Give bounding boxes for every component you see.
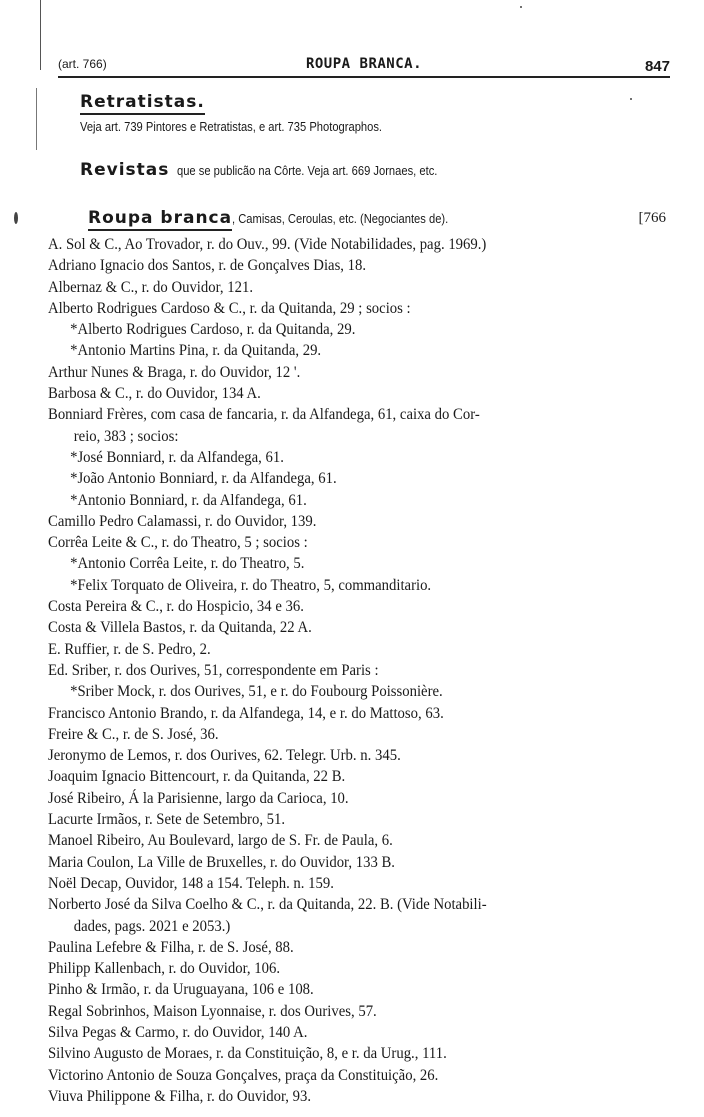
margin-rule-lower [36, 88, 37, 150]
list-item: José Ribeiro, Á la Parisienne, largo da Carioca, 10. [48, 789, 349, 807]
list-item-partner: *Antonio Corrêa Leite, r. do Theatro, 5. [70, 555, 305, 573]
section-heading-retratistas: Retratistas. [80, 92, 205, 115]
list-item-partner: *Felix Torquato de Oliveira, r. do Theatro, 5, commanditario. [70, 576, 432, 594]
section-heading-revistas: Revistas [80, 160, 170, 180]
list-item: Manoel Ribeiro, Au Boulevard, largo de S. Fr. de Paula, 6. [48, 832, 393, 850]
list-item-continuation: reio, 383 ; socios: [73, 427, 179, 445]
list-item: Camillo Pedro Calamassi, r. do Ouvidor, 139. [48, 512, 317, 530]
list-item: Bonniard Frères, com casa de fancaria, r. da Alfandega, 61, caixa do Cor- [48, 406, 480, 424]
list-item-partner: *João Antonio Bonniard, r. da Alfandega, 61. [70, 470, 337, 488]
list-item: Albernaz & C., r. do Ouvidor, 121. [48, 278, 254, 296]
list-item-continuation: dades, pags. 2021 e 2053.) [73, 917, 231, 935]
list-item: Silva Pegas & Carmo, r. do Ouvidor, 140 A. [48, 1023, 308, 1041]
list-item: Adriano Ignacio dos Santos, r. de Gonçalves Dias, 18. [48, 257, 367, 275]
section-text-retratistas: Veja art. 739 Pintores e Retratistas, e art. 735 Photographos. [80, 119, 383, 134]
list-item: Philipp Kallenbach, r. do Ouvidor, 106. [48, 960, 281, 978]
list-item: Pinho & Irmão, r. da Uruguayana, 106 e 108. [48, 981, 314, 999]
section-revistas [80, 160, 680, 180]
list-item: Ed. Sriber, r. dos Ourives, 51, correspondente em Paris : [48, 661, 379, 679]
list-item: Regal Sobrinhos, Maison Lyonnaise, r. dos Ourives, 57. [48, 1002, 377, 1020]
list-item: Victorino Antonio de Souza Gonçalves, praça da Constituição, 26. [48, 1066, 439, 1084]
list-item: Viuva Philippone & Filha, r. do Ouvidor, 93. [48, 1087, 312, 1105]
ink-speck [520, 6, 522, 8]
list-item: Joaquim Ignacio Bittencourt, r. da Quitanda, 22 B. [48, 768, 346, 786]
header-article-ref: (art. 766) [58, 57, 107, 71]
list-item-partner: *José Bonniard, r. da Alfandega, 61. [70, 448, 284, 466]
list-item: E. Ruffier, r. de S. Pedro, 2. [48, 640, 211, 658]
section-retratistas [80, 92, 680, 134]
merchant-list [48, 234, 684, 1107]
header-title: ROUPA BRANCA. [305, 56, 423, 72]
list-item: Corrêa Leite & C., r. do Theatro, 5 ; socios : [48, 534, 308, 552]
list-item: Silvino Augusto de Moraes, r. da Constituição, 8, e r. da Urug., 111. [48, 1045, 447, 1063]
section-heading-roupa-branca: Roupa branca [88, 208, 232, 231]
list-item: Costa & Villela Bastos, r. da Quitanda, 22 A. [48, 619, 312, 637]
list-item: Noël Decap, Ouvidor, 148 a 154. Teleph. n. 159. [48, 874, 334, 892]
page-number: 847 [644, 58, 670, 75]
article-number: [766 [638, 210, 666, 226]
list-item-partner: *Alberto Rodrigues Cardoso, r. da Quitanda, 29. [70, 321, 356, 339]
margin-rule [40, 0, 41, 70]
list-item: Barbosa & C., r. do Ouvidor, 134 A. [48, 385, 261, 403]
list-item: Arthur Nunes & Braga, r. do Ouvidor, 12 '. [48, 363, 301, 381]
list-item-partner: *Sriber Mock, r. dos Ourives, 51, e r. do Foubourg Poissonière. [70, 683, 443, 701]
list-item: Maria Coulon, La Ville de Bruxelles, r. do Ouvidor, 133 B. [48, 853, 395, 871]
list-item: Costa Pereira & C., r. do Hospicio, 34 e 36. [48, 598, 304, 616]
list-item: A. Sol & C., Ao Trovador, r. do Ouv., 99. (Vide Notabilidades, pag. 1969.) [48, 236, 487, 253]
section-text-revistas: que se publicão na Côrte. Veja art. 669 Jornaes, etc. [176, 163, 438, 178]
list-item: Paulina Lefebre & Filha, r. de S. José, 88. [48, 938, 294, 956]
section-roupa-branca [88, 208, 678, 231]
list-item: Jeronymo de Lemos, r. dos Ourives, 62. Telegr. Urb. n. 345. [48, 747, 401, 765]
ink-speck [14, 212, 18, 224]
page-header [58, 54, 670, 78]
list-item: Freire & C., r. de S. José, 36. [48, 725, 219, 743]
list-item: Norberto José da Silva Coelho & C., r. da Quitanda, 22. B. (Vide Notabili- [48, 896, 487, 914]
section-text-roupa-branca: , Camisas, Ceroulas, etc. (Negociantes de). [232, 211, 449, 226]
list-item: Francisco Antonio Brando, r. da Alfandega, 14, e r. do Mattoso, 63. [48, 704, 444, 722]
list-item-partner: *Antonio Bonniard, r. da Alfandega, 61. [70, 491, 307, 509]
ink-speck [630, 98, 632, 100]
list-item-partner: *Antonio Martins Pina, r. da Quitanda, 29. [70, 342, 322, 360]
list-item: Lacurte Irmãos, r. Sete de Setembro, 51. [48, 811, 286, 829]
list-item: Alberto Rodrigues Cardoso & C., r. da Quitanda, 29 ; socios : [48, 299, 411, 317]
